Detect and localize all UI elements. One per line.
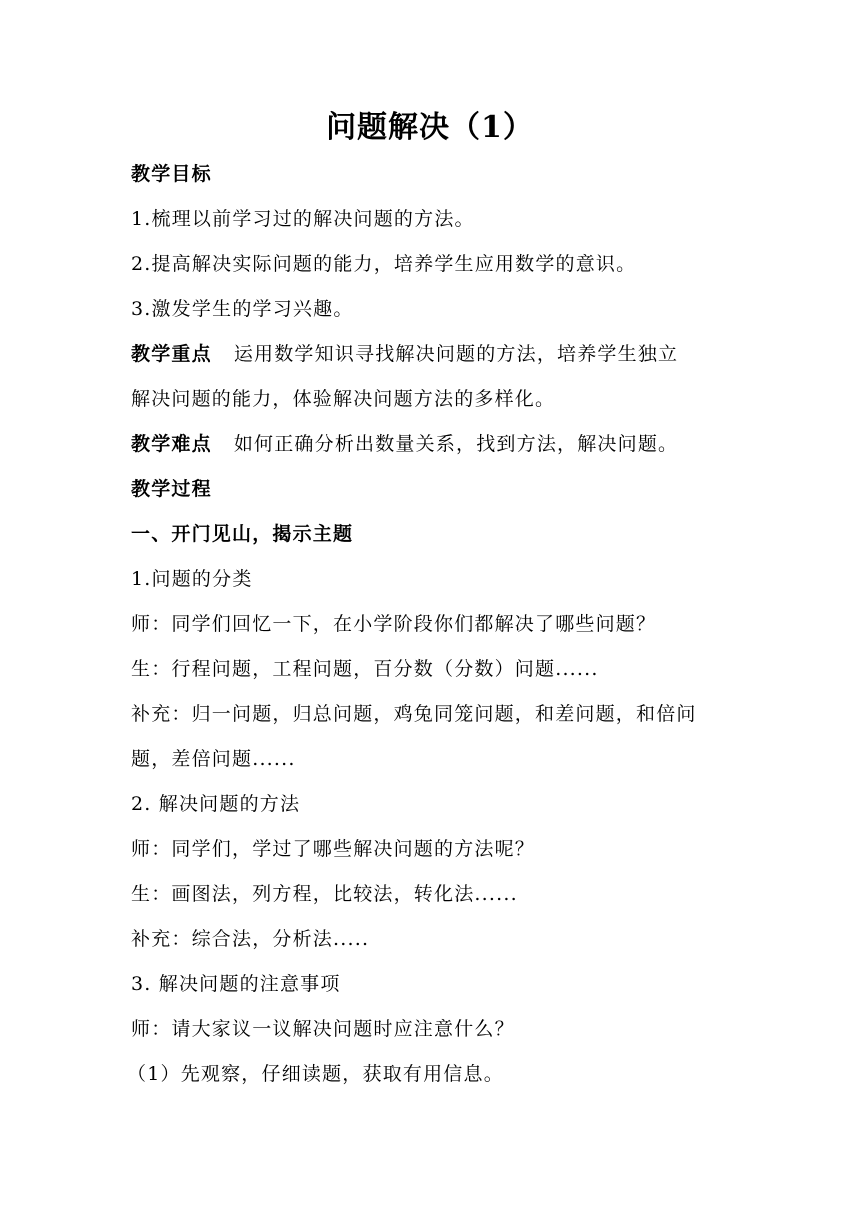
process-line-9: 补充：综合法，分析法..... — [131, 928, 370, 950]
goals-heading: 教学目标 — [131, 163, 212, 185]
document-body — [127, 152, 735, 1097]
difficulty-text: 如何正确分析出数量关系，找到方法，解决问题。 — [233, 433, 679, 455]
key-point-line-1 — [131, 332, 735, 377]
process-line-3: 生：行程问题，工程问题，百分数（分数）问题...... — [131, 658, 599, 680]
process-heading: 教学过程 — [131, 478, 212, 500]
key-point-text-2: 解决问题的能力，体验解决问题方法的多样化。 — [131, 388, 556, 410]
difficulty-label: 教学难点 — [131, 433, 212, 455]
goal-item-1: 1.梳理以前学习过的解决问题的方法。 — [131, 208, 475, 230]
difficulty-line — [131, 422, 735, 467]
process-line-8: 生：画图法，列方程，比较法，转化法...... — [131, 883, 518, 905]
goal-item-2: 2.提高解决实际问题的能力，培养学生应用数学的意识。 — [131, 253, 637, 275]
process-line-6: 2. 解决问题的方法 — [131, 793, 301, 815]
goal-item-3: 3.激发学生的学习兴趣。 — [131, 298, 354, 320]
process-line-4: 补充：归一问题，归总问题，鸡兔同笼问题，和差问题，和倍问 — [131, 703, 697, 725]
process-line-10: 3. 解决问题的注意事项 — [131, 973, 341, 995]
process-line-5: 题，差倍问题...... — [131, 748, 296, 770]
process-line-7: 师：同学们，学过了哪些解决问题的方法呢？ — [131, 838, 536, 860]
process-line-1: 1.问题的分类 — [131, 568, 253, 590]
section-1-heading: 一、开门见山，揭示主题 — [131, 523, 354, 545]
key-point-text-1: 运用数学知识寻找解决问题的方法，培养学生独立 — [233, 343, 679, 365]
key-point-label: 教学重点 — [131, 343, 212, 365]
document-title: 问题解决（1） — [326, 110, 534, 145]
process-line-11: 师：请大家议一议解决问题时应注意什么？ — [131, 1018, 515, 1040]
process-line-12: （1）先观察，仔细读题，获取有用信息。 — [127, 1063, 504, 1085]
process-line-2: 师：同学们回忆一下，在小学阶段你们都解决了哪些问题？ — [131, 613, 657, 635]
